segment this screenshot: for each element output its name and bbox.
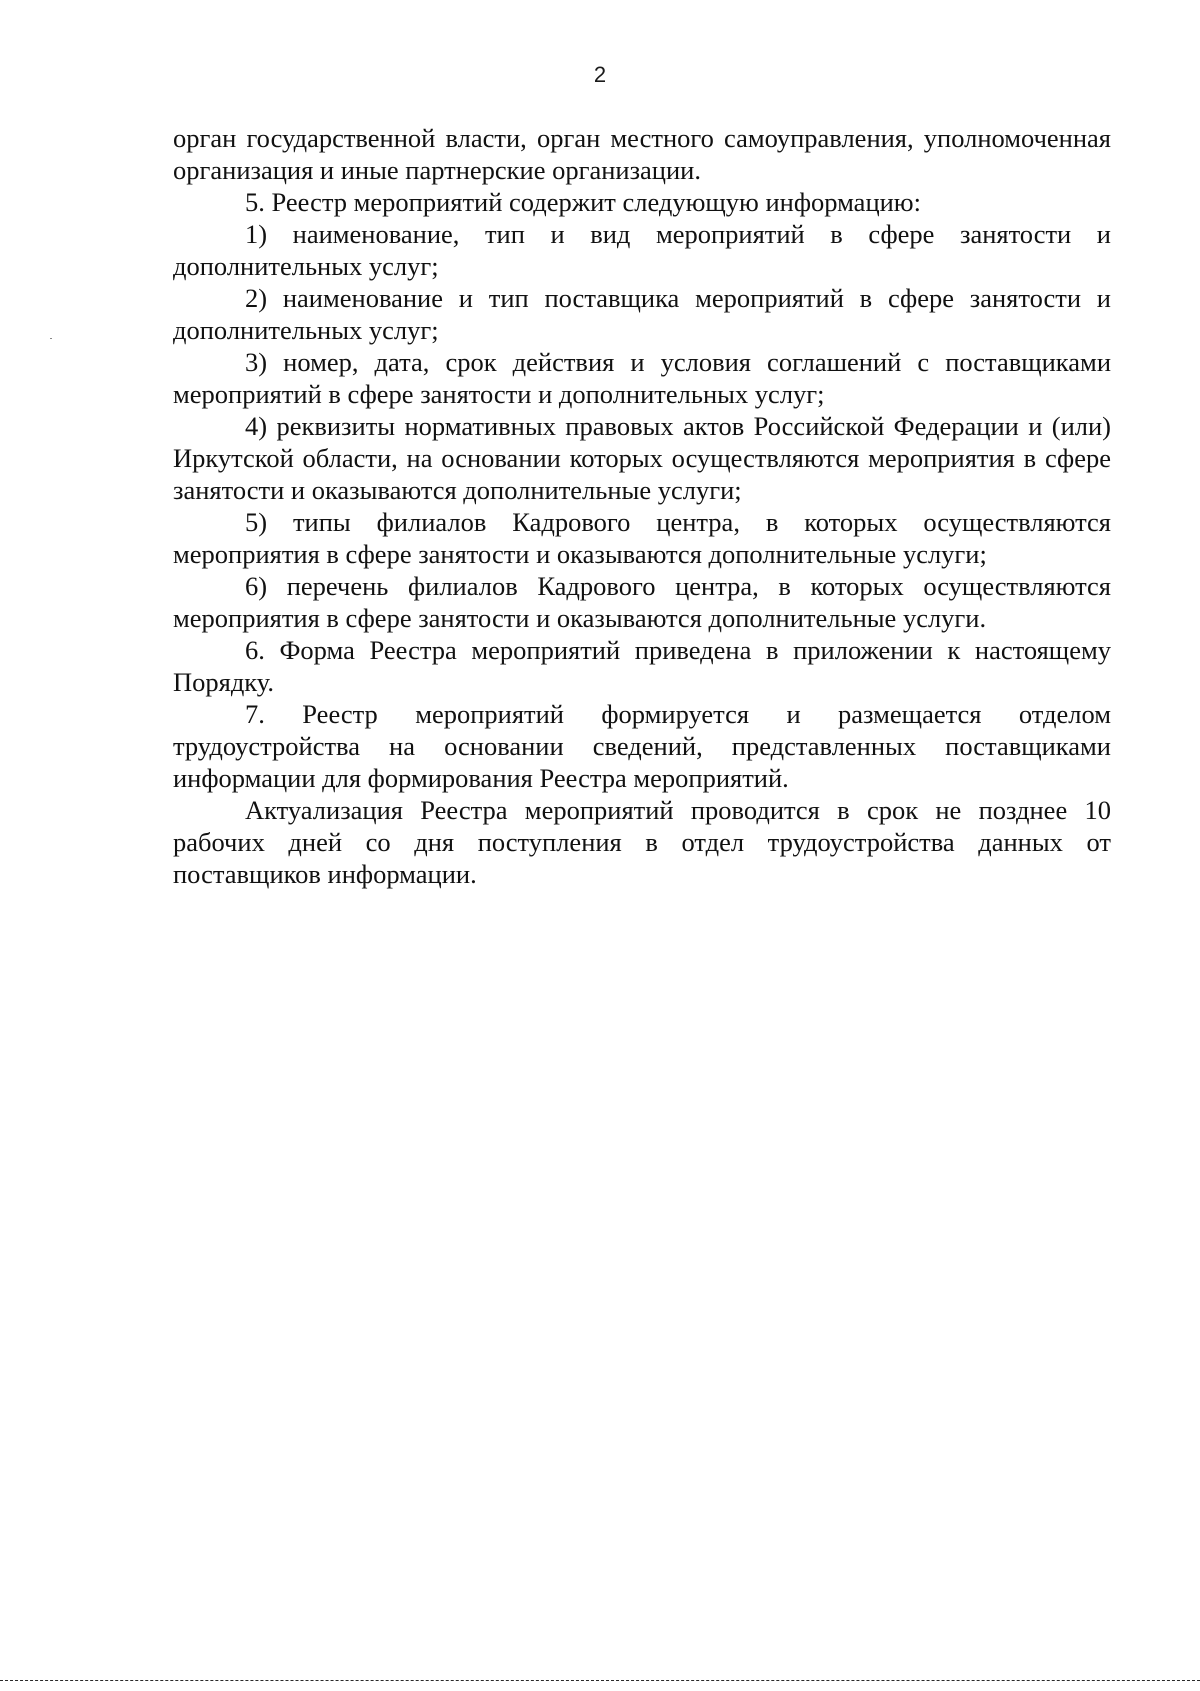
paragraph-continuation: орган государственной власти, орган местного самоуправления, уполномоченная организация и иные партнерские организации. (173, 123, 1111, 185)
scan-artifact-dot (50, 338, 52, 339)
scan-edge-line (0, 1680, 1200, 1681)
list-item-3: 3) номер, дата, срок действия и условия соглашений с поставщиками мероприятий в сфере занятости и дополнительных услуг; (173, 347, 1111, 409)
paragraph-6: 6. Форма Реестра мероприятий приведена в приложении к настоящему Порядку. (173, 635, 1111, 697)
paragraph-registry-contents: 5. Реестр мероприятий содержит следующую информацию: (245, 187, 921, 217)
list-item-1: 1) наименование, тип и вид мероприятий в сфере занятости и дополнительных услуг; (173, 219, 1111, 281)
list-item-2: 2) наименование и тип поставщика мероприятий в сфере занятости и дополнительных услуг; (173, 283, 1111, 345)
list-item-5: 5) типы филиалов Кадрового центра, в которых осуществляются мероприятия в сфере занятости и оказываются дополнительные услуги; (173, 507, 1111, 569)
list-item-4: 4) реквизиты нормативных правовых актов Российской Федерации и (или) Иркутской области, на основании которых осуществляются мероприятия в сфере занятости и оказываются дополнительные услуги; (173, 411, 1111, 505)
document-body (173, 122, 1111, 890)
paragraph-actualization: Актуализация Реестра мероприятий проводится в срок не позднее 10 рабочих дней со дня поступления в отдел трудоустройства данных от поставщиков информации. (173, 795, 1111, 889)
page-number: 2 (593, 62, 607, 87)
list-item-6: 6) перечень филиалов Кадрового центра, в которых осуществляются мероприятия в сфере занятости и оказываются дополнительные услуги. (173, 571, 1111, 633)
paragraph-7: 7. Реестр мероприятий формируется и размещается отделом трудоустройства на основании сведений, представленных поставщиками информации для формирования Реестра мероприятий. (173, 699, 1111, 793)
